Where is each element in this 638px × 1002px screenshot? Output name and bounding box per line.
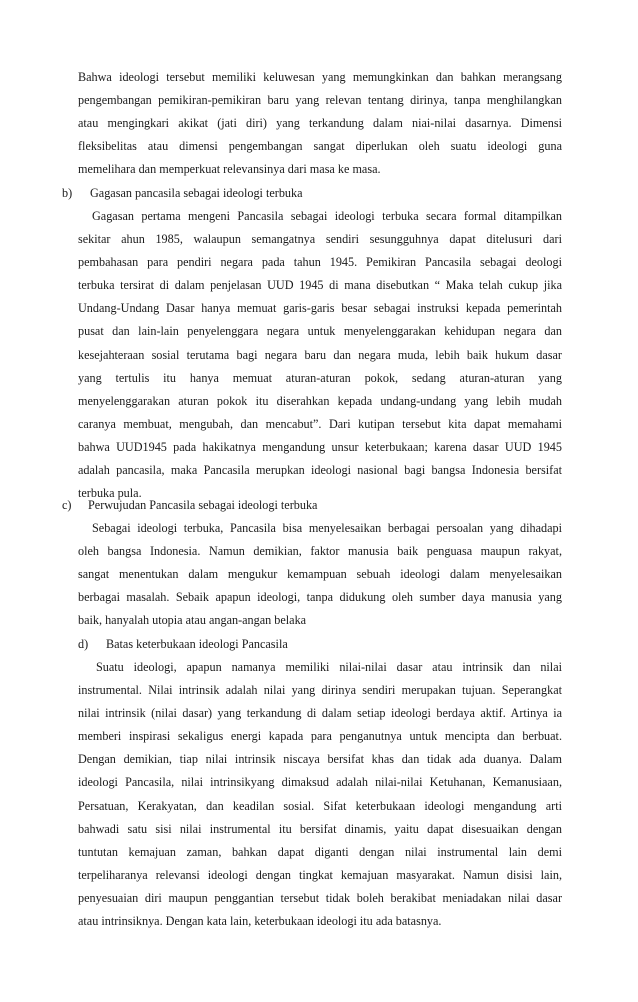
section-d-body bbox=[78, 656, 562, 933]
section-d-heading bbox=[78, 633, 478, 656]
text-line: sangat menentukan dalam mengukur kemampuan sebuah ideologi dalam menyelesaikan bbox=[78, 567, 562, 582]
text-line: bahwa UUD1945 pada hakikatnya mengandung unsur keterbukaan; karena dasar UUD 1945 bbox=[78, 439, 562, 454]
text-line: atau mengingkari akikat (jati diri) yang terkandung dalam niai-nilai dasarnya. Dimensi bbox=[78, 116, 562, 131]
section-title: Gagasan pancasila sebagai ideologi terbuka bbox=[90, 185, 303, 200]
text-line: caranya membuat, mengubah, dan mencabut”. Dari kutipan tersebut kita dapat memahami bbox=[78, 416, 562, 431]
text-line: memelihara dan memperkuat relevansinya dari masa ke masa. bbox=[78, 162, 381, 177]
text-line: instrumental. Nilai intrinsik adalah nilai yang dirinya sendiri merupakan tujuan. Seperangkat bbox=[78, 683, 562, 698]
text-line: fleksibelitas atau dimensi pengembangan sangat diperlukan oleh suatu ideologi guna bbox=[78, 139, 562, 154]
text-line: pembahasan para pendiri negara pada tahun 1945. Pemikiran Pancasila sebagai deologi bbox=[78, 255, 562, 270]
text-line: ideologi Pancasila, nilai intrinsikyang dimaksud adalah nilai-nilai Ketuhanan, Kemanusiaan, bbox=[78, 775, 562, 790]
text-line: terbuka pula. bbox=[78, 486, 142, 501]
section-c-body bbox=[78, 517, 562, 632]
paragraph-ideology-flexibility bbox=[78, 66, 562, 181]
section-marker: c) bbox=[62, 498, 72, 512]
text-line: Gagasan pertama mengeni Pancasila sebagai ideologi terbuka secara formal ditampilkan bbox=[92, 209, 562, 223]
text-line: Undang-Undang Dasar hanya memuat garis-garis besar sebagai instruksi kepada pemerintah bbox=[78, 301, 562, 316]
text-line: sekitar ahun 1985, walaupun semangatnya sendiri sesungguhnya dapat ditelusuri dari bbox=[78, 232, 562, 247]
section-b-body bbox=[78, 205, 562, 505]
section-title: Batas keterbukaan ideologi Pancasila bbox=[106, 636, 288, 651]
text-line: nilai intrinsik (nilai dasar) yang terkandung di dalam setiap ideologi berdaya aktif. Artinya ia bbox=[78, 706, 562, 721]
section-marker: d) bbox=[78, 636, 89, 651]
text-line: oleh bangsa Indonesia. Namun demikian, faktor manusia baik penguasa maupun rakyat, bbox=[78, 544, 562, 559]
text-line: memberi inspirasi sekaligus energi kapada para penganutnya untuk mencipta dan berbuat. bbox=[78, 729, 562, 744]
text-line: atau intrinsiknya. Dengan kata lain, keterbukaan ideologi itu ada batasnya. bbox=[78, 914, 442, 929]
text-line: yang tertulis itu hanya memuat aturan-aturan pokok, sedang aturan-aturan yang bbox=[78, 370, 562, 385]
text-line: berbagai masalah. Sebaik apapun ideologi, tanpa didukung oleh sumber daya manusia yang bbox=[78, 590, 562, 605]
text-line: pusat dan lain-lain penyelenggara negara untuk menyelenggarakan kehidupan negara dan bbox=[78, 324, 562, 339]
text-line: bahwadi satu sisi nilai instrumental itu bersifat dinamis, yaitu dapat disesuaikan dengan bbox=[78, 821, 562, 836]
section-marker: b) bbox=[62, 185, 73, 200]
text-line: Dengan demikian, tiap nilai intrinsik niscaya bersifat khas dan tidak ada duanya. Dalam bbox=[78, 752, 562, 767]
text-line: menyelenggarakan aturan pokok itu diserahkan kepada undang-undang yang lebih mudah bbox=[78, 393, 562, 408]
section-title: Perwujudan Pancasila sebagai ideologi terbuka bbox=[88, 498, 318, 512]
text-line: Sebagai ideologi terbuka, Pancasila bisa menyelesaikan berbagai persoalan yang dihadapi bbox=[92, 521, 562, 535]
text-line: kesejahteraan sosial terutama bagi negara baru dan negara muda, lebih baik hukum dasar bbox=[78, 347, 562, 362]
text-line: pengembangan pemikiran-pemikiran baru yang relevan tentang dirinya, tanpa menghilangkan bbox=[78, 93, 562, 108]
text-line: tuntutan kemajuan zaman, bahkan dapat diganti dengan nilai instrumental lain demi bbox=[78, 844, 562, 859]
text-line: Suatu ideologi, apapun namanya memiliki nilai-nilai dasar atau intrinsik dan nilai bbox=[96, 660, 562, 674]
section-c-heading bbox=[62, 494, 462, 517]
text-line: adalah pancasila, maka Pancasila merupkan ideologi nasional bagi bangsa Indonesia bersifat bbox=[78, 463, 562, 478]
text-line: penyesuaian diri maupun penggantian tersebut tidak boleh berakibat meniadakan nilai dasar bbox=[78, 890, 562, 905]
text-line: terbuka tersirat di dalam penjelasan UUD 1945 di mana disebutkan “ Maka telah cukup jika bbox=[78, 278, 562, 293]
text-line: terpeliharanya relevansi ideologi dengan tingkat kemajuan masyarakat. Namun disisi lain, bbox=[78, 867, 562, 882]
text-line: Persatuan, Kerakyatan, dan keadilan sosial. Sifat keterbukaan ideologi mengandung arti bbox=[78, 798, 562, 813]
text-line: Bahwa ideologi tersebut memiliki keluwesan yang memungkinkan dan bahkan merangsang bbox=[78, 70, 562, 84]
section-b-heading bbox=[62, 182, 462, 205]
text-line: baik, hanyalah utopia atau angan-angan belaka bbox=[78, 613, 307, 628]
